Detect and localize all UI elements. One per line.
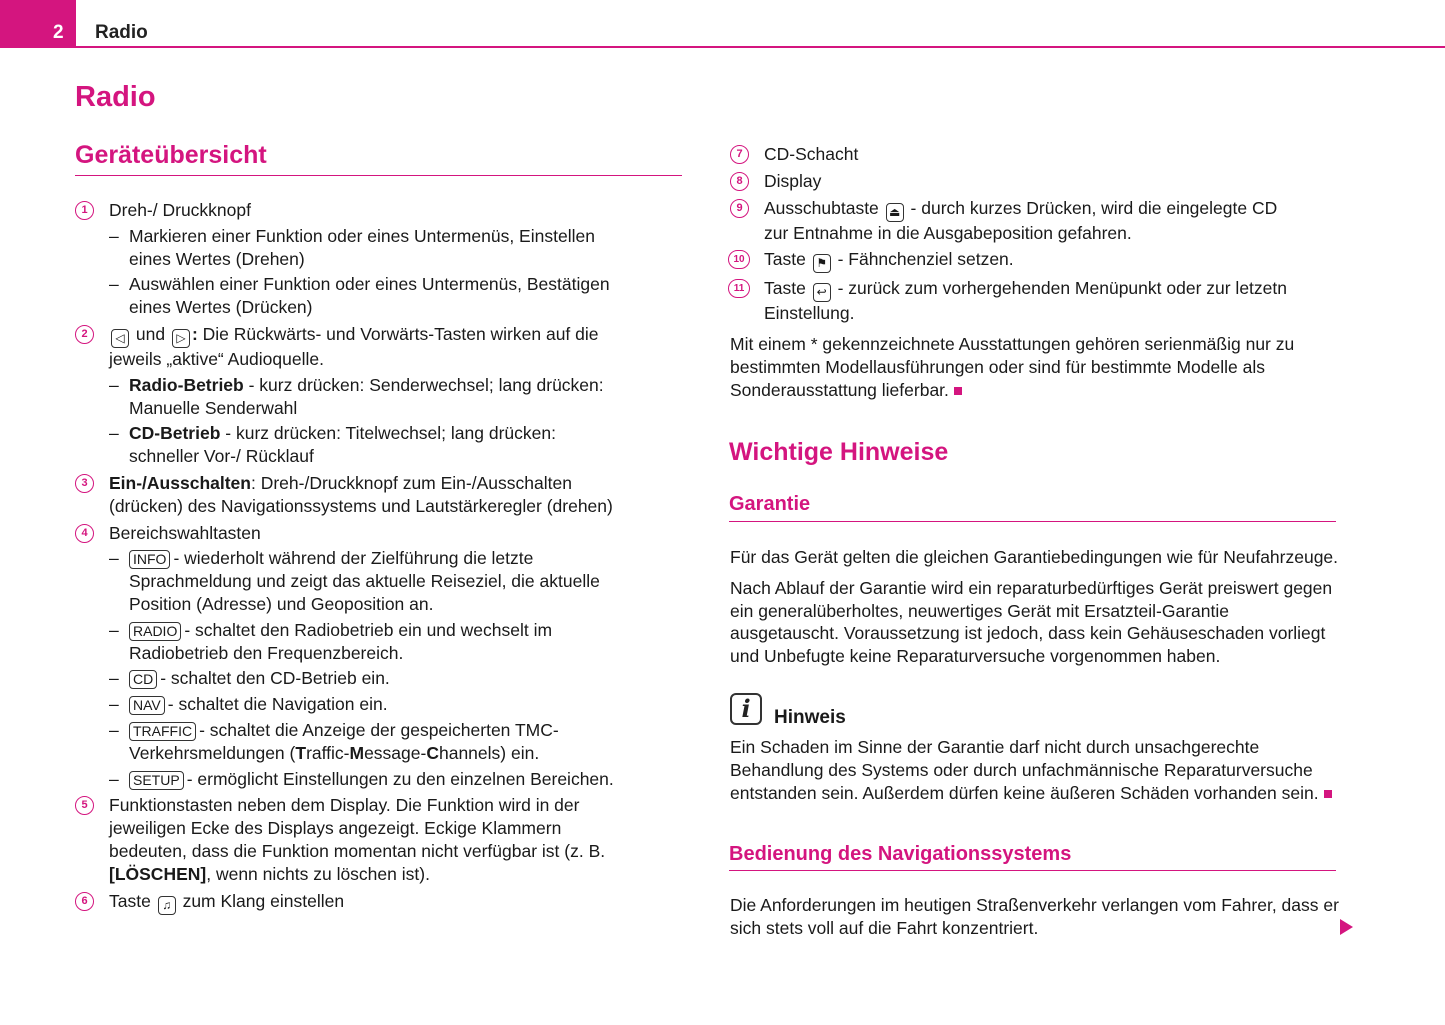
setup-key: SETUP xyxy=(129,771,184,790)
nav-key: NAV xyxy=(129,696,165,715)
item-number-badge: 1 xyxy=(75,201,94,220)
item-text xyxy=(109,794,620,885)
key-item-radio xyxy=(109,619,620,665)
mode-desc: - kurz drücken: Titelwechsel; lang drücken: schneller Vor-/ Rücklauf xyxy=(129,423,556,467)
item-bold: Ein-/Ausschalten xyxy=(109,472,251,493)
item-text xyxy=(109,890,620,915)
item-text xyxy=(109,323,620,371)
tmc-letter: T xyxy=(295,742,307,763)
item-number-badge: 4 xyxy=(75,524,94,543)
item-text-body: Taste xyxy=(764,278,806,299)
dash-item xyxy=(109,374,620,420)
item-text: CD-Schacht xyxy=(764,144,859,164)
left-column xyxy=(75,199,620,919)
item-number-badge: 6 xyxy=(75,892,94,911)
heading-garantie: Garantie xyxy=(729,493,811,515)
dash-item: – Markieren einer Funktion oder eines Untermenüs, Einstellen eines Wertes (Drehen) xyxy=(109,225,620,271)
item-text-body: - Fähnchenziel setzen. xyxy=(837,249,1014,270)
list-item-4 xyxy=(75,522,620,791)
key-item-info xyxy=(109,547,620,615)
item-number-badge: 5 xyxy=(75,796,94,815)
header-section-title: Radio xyxy=(95,22,148,43)
list-item-6 xyxy=(75,890,620,915)
next-page-arrow-icon[interactable] xyxy=(1340,919,1353,935)
garantie-text xyxy=(730,546,1340,676)
mode-desc: - kurz drücken: Senderwechsel; lang drücken: Manuelle Senderwahl xyxy=(129,374,604,418)
paragraph: Für das Gerät gelten die gleichen Garantiebedingungen wie für Neufahrzeuge. xyxy=(730,547,1339,567)
item-text-body: Die Rückwärts- und Vorwärts-Tasten wirken auf die jeweils „aktive“ Audioquelle. xyxy=(109,323,599,369)
key-desc: - schaltet den CD-Betrieb ein. xyxy=(160,668,390,689)
item-text xyxy=(764,277,1304,325)
item-number-badge: 2 xyxy=(75,325,94,344)
header-band xyxy=(0,0,76,46)
list-item-9 xyxy=(730,197,1340,245)
page-title: Radio xyxy=(75,81,156,113)
dash-item: – Auswählen einer Funktion oder eines Untermenüs, Bestätigen eines Wertes (Drücken) xyxy=(109,273,620,319)
mode-label: Radio-Betrieb xyxy=(129,374,244,395)
tmc-word: hannels) ein. xyxy=(438,742,540,763)
heading-bedienung: Bedienung des Navigationssystems xyxy=(729,843,1072,865)
paragraph: Nach Ablauf der Garantie wird ein reparaturbedürftiges Gerät preiswert gegen ein generalüberholtes, neuwertiges Gerät mit Ersatzteil-Garantie ausgetauscht. Voraussetzung ist jedoch, dass kein Gehäuseschaden vorliegt und Unbefugte keine Reparaturversuche vorgenommen haben. xyxy=(730,577,1333,667)
sound-key-icon: ♫ xyxy=(158,896,176,915)
heading-rule xyxy=(729,870,1336,871)
list-item-3 xyxy=(75,472,620,518)
page-number: 2 xyxy=(53,22,64,43)
right-column-list xyxy=(730,143,1340,402)
item-text xyxy=(764,197,1284,245)
item-text-body: Taste xyxy=(764,249,806,270)
item-number-badge: 10 xyxy=(728,250,750,269)
return-key-icon: ↩ xyxy=(813,283,831,302)
key-desc: - schaltet die Navigation ein. xyxy=(167,694,388,715)
end-square-icon xyxy=(1324,790,1332,798)
colon: : xyxy=(191,323,198,344)
note-text: Mit einem * gekennzeichnete Ausstattungen gehören serienmäßig nur zu bestimmten Modellausführungen oder sind für bestimmte Modelle als Sonderausstattung lieferbar. xyxy=(730,334,1295,400)
equipment-note xyxy=(730,333,1336,401)
tmc-word: essage- xyxy=(364,742,427,763)
item-text-body: , wenn nichts zu löschen ist). xyxy=(206,863,430,884)
heading-wichtige-hinweise: Wichtige Hinweise xyxy=(729,438,949,466)
item-text xyxy=(764,248,1340,273)
list-item-11 xyxy=(730,277,1340,325)
list-item-2 xyxy=(75,323,620,468)
item-text-body: : Dreh-/Druckknopf zum Ein-/Ausschalten (drücken) des Navigationssystems und Lautstärkeregler (drehen) xyxy=(109,472,613,516)
item-text-body: - durch kurzes Drücken, wird die eingelegte CD zur Entnahme in die Ausgabeposition gefahren. xyxy=(764,197,1278,243)
item-number-badge: 3 xyxy=(75,474,94,493)
item-text-body: Taste xyxy=(109,890,151,911)
item-text-body: zum Klang einstellen xyxy=(182,890,345,911)
item-text-body: - zurück zum vorhergehenden Menüpunkt oder zur letzetn Einstellung. xyxy=(764,278,1287,324)
tmc-letter: M xyxy=(349,742,365,763)
list-item-5 xyxy=(75,794,620,885)
item-number-badge: 9 xyxy=(730,199,749,218)
heading-rule xyxy=(75,175,682,176)
key-desc: - schaltet die Anzeige der gespeicherten TMC-Verkehrsmeldungen ( xyxy=(129,719,559,763)
paragraph: Ein Schaden im Sinne der Garantie darf nicht durch unsachgerechte Behandlung des Systems oder durch unfachmännische Reparaturversuche entstanden sein. Außerdem dürfen keine äußeren Schäden vorhanden sein. xyxy=(730,737,1319,803)
item-text-body: Funktionstasten neben dem Display. Die Funktion wird in der jeweiligen Ecke des Displays angezeigt. Eckige Klammern bedeuten, dass die Funktion momentan nicht verfügbar ist (z. B. xyxy=(109,795,606,861)
flag-key-icon: ⚑ xyxy=(813,254,831,273)
item-text: Bereichswahltasten xyxy=(109,522,261,543)
key-desc: - wiederholt während der Zielführung die letzte Sprachmeldung und zeigt das aktuelle Reiseziel, die aktuelle Position (Adresse) und Geoposition an. xyxy=(129,548,600,614)
key-item-traffic xyxy=(109,719,620,765)
end-square-icon xyxy=(954,387,962,395)
tmc-letter: C xyxy=(426,742,439,763)
back-key-icon: ◁ xyxy=(111,329,129,348)
key-item-setup xyxy=(109,768,620,791)
item-text: Display xyxy=(764,170,822,191)
info-icon: i xyxy=(730,693,762,725)
item-number-badge: 7 xyxy=(730,145,749,164)
list-item-1 xyxy=(75,199,620,319)
text-und: und xyxy=(135,323,166,344)
key-desc: - schaltet den Radiobetrieb ein und wechselt im Radiobetrieb den Frequenzbereich. xyxy=(129,619,553,663)
heading-rule xyxy=(729,521,1336,522)
info-key: INFO xyxy=(129,550,170,569)
item-text xyxy=(109,472,620,518)
tmc-word: raffic- xyxy=(306,742,350,763)
key-desc: - ermöglicht Einstellungen zu den einzelnen Bereichen. xyxy=(186,768,614,789)
key-item-cd xyxy=(109,667,620,690)
cd-key: CD xyxy=(129,670,157,689)
list-item-7 xyxy=(730,143,1340,166)
bedienung-text: Die Anforderungen im heutigen Straßenverkehr verlangen vom Fahrer, dass er sich stets voll auf die Fahrt konzentriert. xyxy=(730,895,1339,938)
eject-key-icon: ⏏ xyxy=(886,203,904,222)
hinweis-text xyxy=(730,736,1340,804)
list-item-8 xyxy=(730,170,1340,193)
item-number-badge: 11 xyxy=(728,279,750,298)
item-text-body: Ausschubtaste xyxy=(764,197,879,218)
key-item-nav xyxy=(109,693,620,716)
hinweis-title: Hinweis xyxy=(774,707,846,728)
item-text: Dreh-/ Druckknopf xyxy=(109,200,251,220)
item-bold: [LÖSCHEN] xyxy=(109,863,207,884)
heading-geraeteuebersicht: Geräteübersicht xyxy=(75,141,267,169)
header-divider xyxy=(0,46,1445,48)
dash-item xyxy=(109,422,620,468)
item-number-badge: 8 xyxy=(730,172,749,191)
traffic-key: TRAFFIC xyxy=(129,722,196,741)
mode-label: CD-Betrieb xyxy=(129,423,221,444)
list-item-10 xyxy=(730,248,1340,273)
forward-key-icon: ▷ xyxy=(172,329,190,348)
radio-key: RADIO xyxy=(129,622,181,641)
